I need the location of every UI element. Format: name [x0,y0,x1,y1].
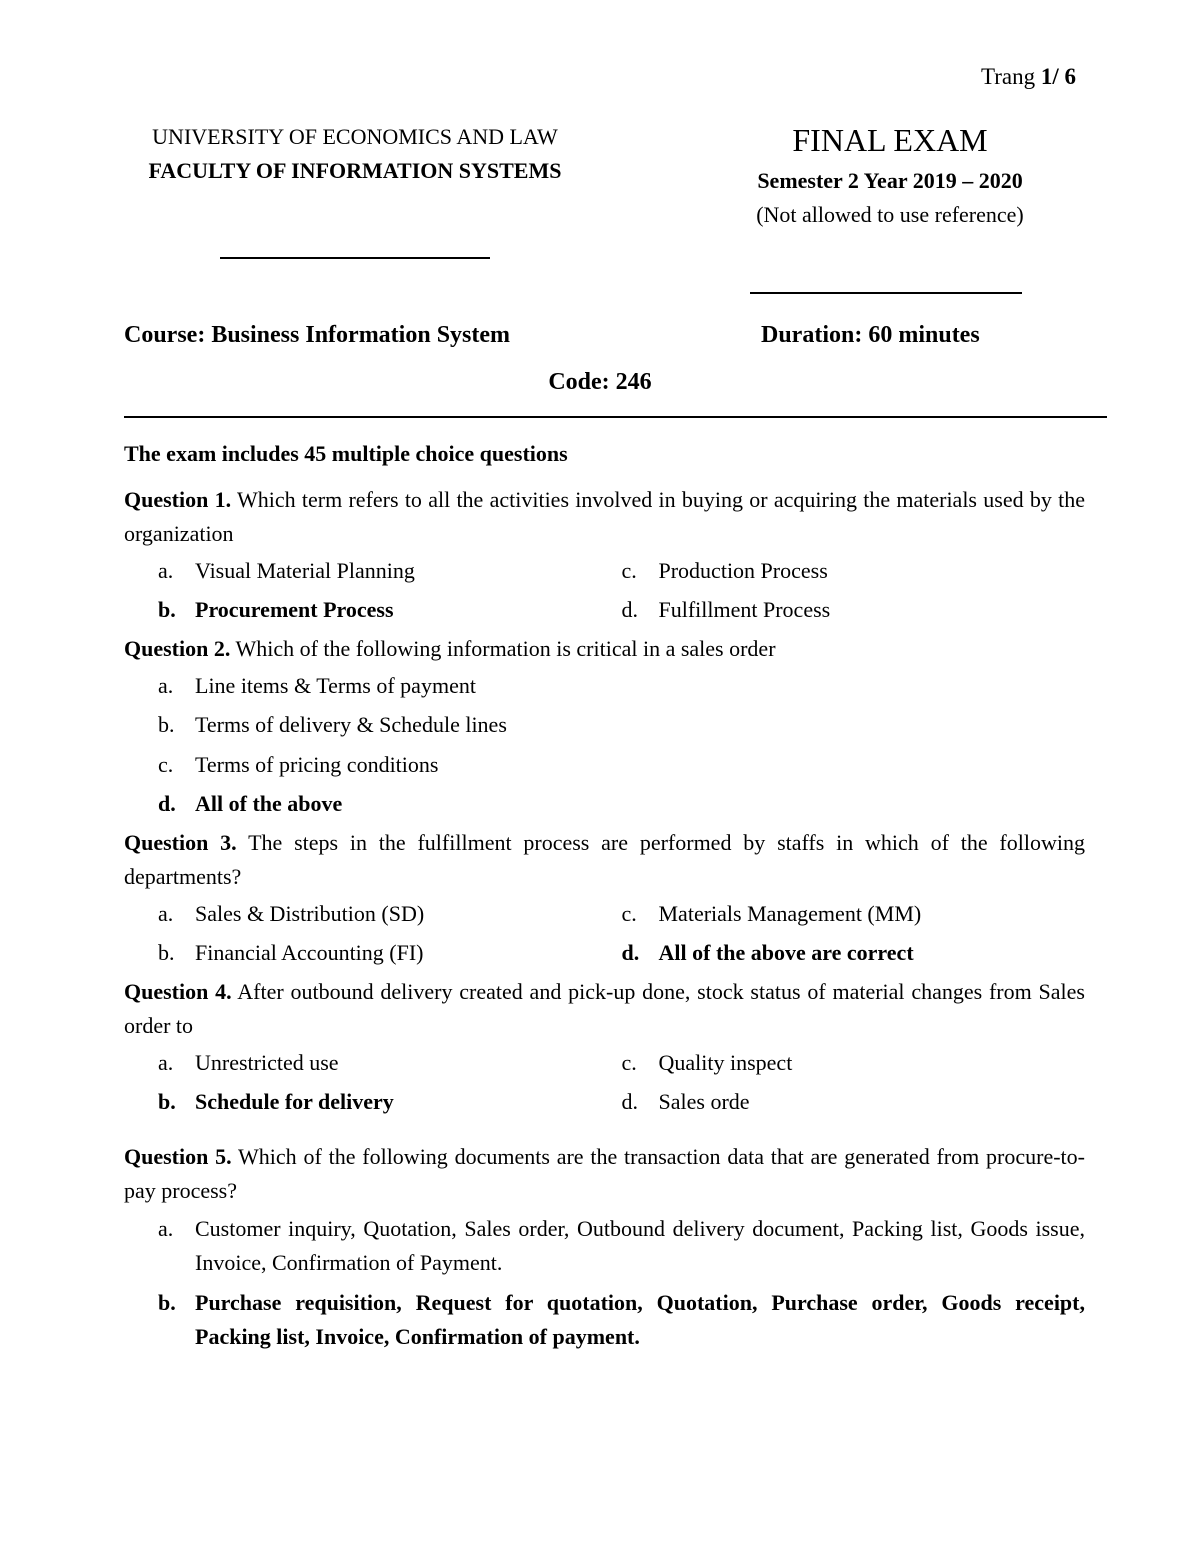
question-1 [124,483,1085,551]
page-total: 6 [1058,64,1076,89]
option-text: Sales orde [658,1089,750,1115]
option-letter: b. [158,597,176,623]
option-text: Terms of pricing conditions [195,751,439,777]
option-letter: a. [158,672,174,698]
exam-divider [750,292,1022,294]
question-label: Question 4. [124,979,232,1004]
option-a [158,673,674,699]
option-text: Financial Accounting (FI) [195,940,424,966]
option-letter: a. [158,557,174,583]
question-text: After outbound delivery created and pick-up done, stock status of material changes from Sales order to [124,979,1085,1038]
page-number [981,64,1076,90]
option-letter: b. [158,940,175,966]
option-letter: b. [158,1089,176,1115]
exam-intro: The exam includes 45 multiple choice questions [124,441,568,466]
page-number-prefix: Trang [981,64,1041,89]
option-letter: d. [621,940,640,966]
option-b [158,940,622,966]
option-c [158,752,674,778]
exam-header [700,118,1080,232]
exam-code: Code: 246 [548,369,652,395]
option-text: Customer inquiry, Quotation, Sales order, Outbound delivery document, Packing list, Goods issue, Invoice, Confirmation of Payment. [195,1216,1085,1275]
exam-semester: Semester 2 Year 2019 – 2020 [757,168,1023,193]
option-text: Sales & Distribution (SD) [195,900,425,926]
option-text: Production Process [658,557,828,583]
option-letter: a. [158,1049,174,1075]
university-divider [220,257,490,259]
exam-title: FINAL EXAM [792,122,988,158]
option-text: All of the above are correct [658,940,914,966]
option-text: Purchase requisition, Request for quotation, Quotation, Purchase order, Goods receipt, Packing list, Invoice, Confirmation of payment. [195,1290,1085,1349]
question-3 [124,826,1085,894]
option-letter: c. [621,900,637,926]
option-d [622,597,1086,623]
question-4-options [158,1043,1085,1122]
option-d [622,1089,1086,1115]
option-text: Procurement Process [195,597,394,623]
option-b-correct [158,1089,622,1115]
option-b [158,712,674,738]
option-text: All of the above [195,791,343,817]
option-text: Visual Material Planning [195,557,415,583]
option-b-correct [158,597,622,623]
option-c [622,558,1086,584]
question-text: Which of the following documents are the transaction data that are generated from procure-to-pay process? [124,1144,1085,1203]
option-letter: a. [158,1216,174,1241]
option-text: Terms of delivery & Schedule lines [195,712,507,738]
header-divider [124,416,1107,418]
option-a [158,558,622,584]
option-letter: a. [158,900,174,926]
option-letter: c. [158,751,174,777]
option-d-correct [158,791,674,817]
option-letter: d. [621,597,638,623]
exam-duration: Duration: 60 minutes [761,322,980,348]
question-label: Question 3. [124,830,237,855]
question-5 [124,1140,1085,1208]
course-name: Course: Business Information System [124,322,511,348]
question-text: Which of the following information is critical in a sales order [230,636,776,661]
option-a [158,1050,622,1076]
option-text: Quality inspect [658,1049,793,1075]
option-letter: b. [158,1290,176,1315]
question-label: Question 2. [124,636,231,661]
option-c [622,901,1086,927]
exam-note: (Not allowed to use reference) [756,202,1024,227]
question-1-options [158,551,1085,630]
page-current: 1/ [1040,64,1059,89]
option-text: Unrestricted use [195,1049,339,1075]
option-letter: d. [158,791,176,817]
question-5-options [158,1212,1085,1354]
option-c [622,1050,1086,1076]
option-text: Fulfillment Process [658,597,831,623]
question-text: The steps in the fulfillment process are performed by staffs in which of the following departments? [124,830,1085,889]
question-4 [124,975,1085,1043]
exam-content [124,437,1085,1354]
option-a [158,1212,1085,1280]
university-name: UNIVERSITY OF ECONOMICS AND LAW [152,124,558,149]
option-text: Line items & Terms of payment [195,672,476,698]
question-label: Question 1. [124,487,232,512]
question-3-options [158,894,1085,973]
question-2 [124,632,1085,666]
option-letter: c. [621,557,637,583]
question-label: Question 5. [124,1144,232,1169]
faculty-name: FACULTY OF INFORMATION SYSTEMS [148,158,562,183]
option-letter: b. [158,712,175,738]
option-a [158,901,622,927]
option-letter: c. [621,1049,637,1075]
option-letter: d. [621,1089,638,1115]
question-text: Which term refers to all the activities involved in buying or acquiring the materials used by the organization [124,487,1085,546]
option-text: Materials Management (MM) [658,900,922,926]
section-gap [124,1122,1085,1140]
university-header [120,120,590,188]
option-d-correct [622,940,1086,966]
option-text: Schedule for delivery [195,1089,394,1115]
question-2-options [158,666,1085,824]
option-b-correct [158,1286,1085,1354]
